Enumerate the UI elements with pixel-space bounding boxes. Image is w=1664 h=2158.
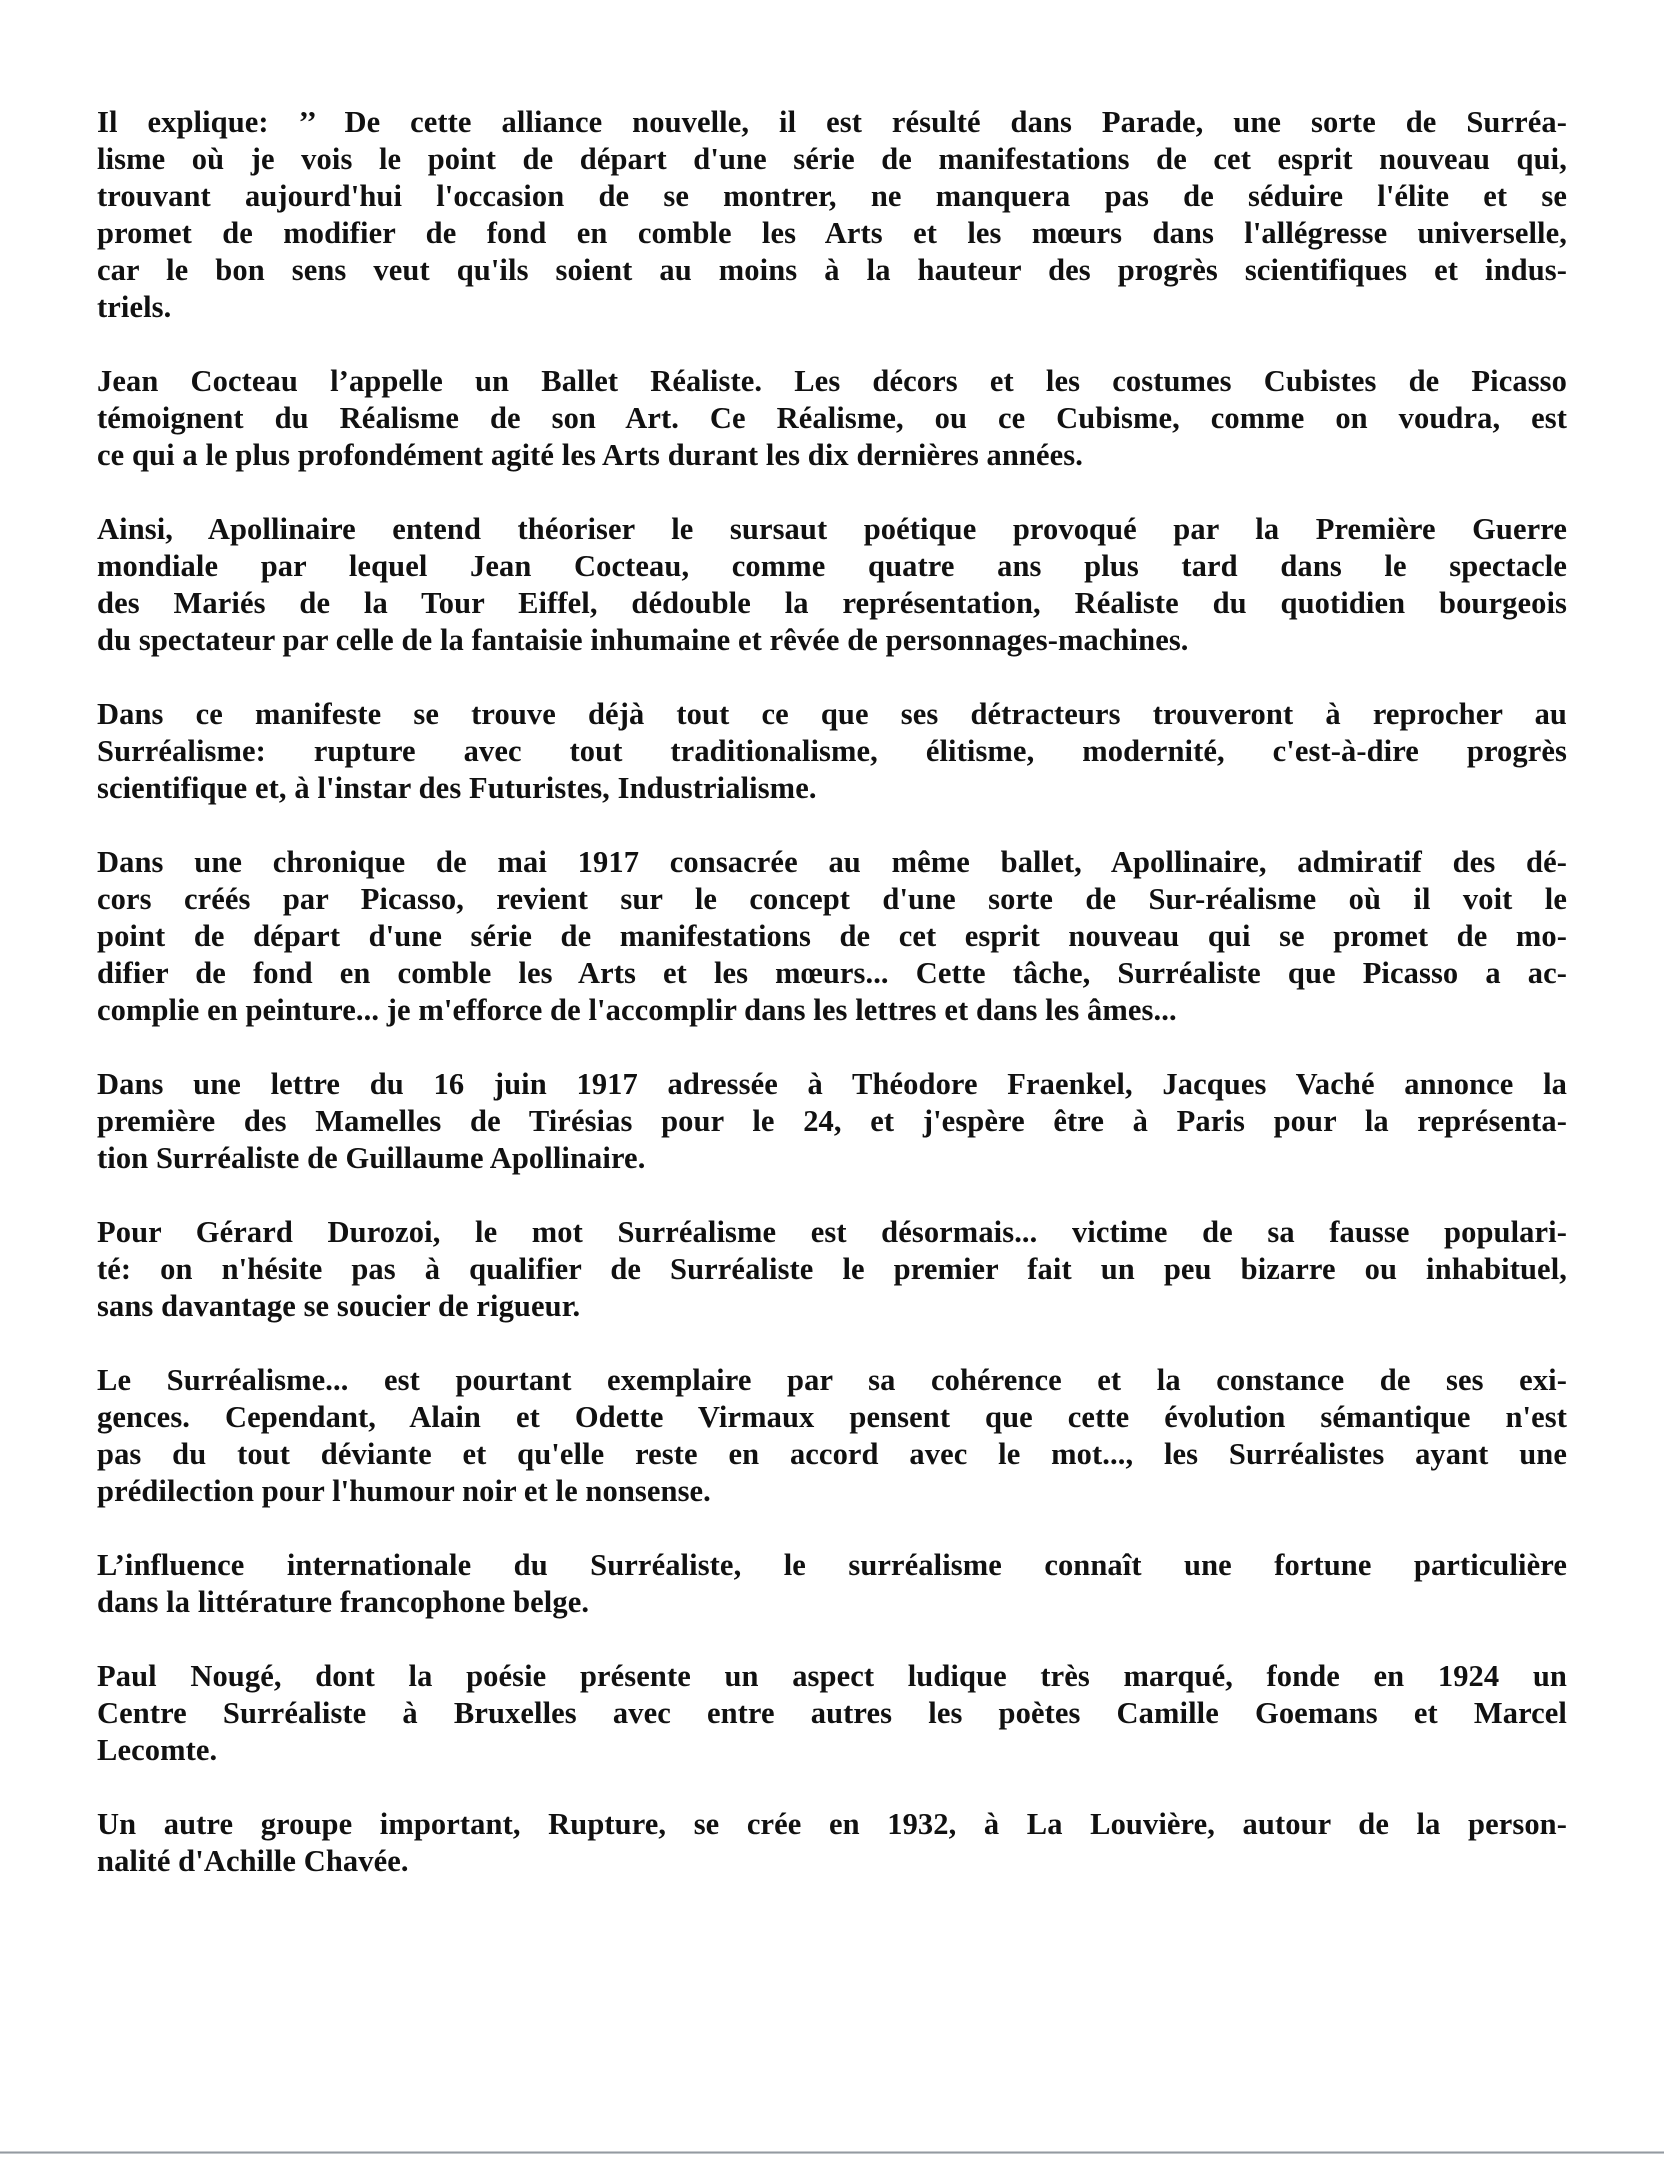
text-line: lisme où je vois le point de départ d'une série de manifestations de cet esprit nouveau qui, [97, 142, 1567, 176]
text-line: ce qui a le plus profondément agité les Arts durant les dix dernières années. [97, 438, 1083, 472]
text-line: Ainsi, Apollinaire entend théoriser le sursaut poétique provoqué par la Première Guerre [97, 512, 1567, 546]
text-line: triels. [97, 290, 172, 324]
paragraph-durozoi [97, 1214, 1567, 1325]
text-line: complie en peinture... je m'efforce de l'accomplir dans les lettres et dans les âmes... [97, 993, 1177, 1027]
text-line: pas du tout déviante et qu'elle reste en accord avec le mot..., les Surréalistes ayant une [97, 1437, 1567, 1471]
text-line: dans la littérature francophone belge. [97, 1585, 590, 1619]
text-line: Paul Nougé, dont la poésie présente un aspect ludique très marqué, fonde en 1924 un [97, 1659, 1567, 1693]
text-line: tion Surréaliste de Guillaume Apollinaire. [97, 1141, 646, 1175]
text-line: promet de modifier de fond en comble les Arts et les mœurs dans l'allégresse universelle, [97, 216, 1567, 250]
text-line: Le Surréalisme... est pourtant exemplaire par sa cohérence et la constance de ses exi- [97, 1363, 1567, 1397]
document-page [97, 104, 1567, 1917]
text-line: point de départ d'une série de manifestations de cet esprit nouveau qui se promet de mo- [97, 919, 1567, 953]
text-line: Centre Surréaliste à Bruxelles avec entre autres les poètes Camille Goemans et Marcel [97, 1696, 1567, 1730]
text-line: Dans une chronique de mai 1917 consacrée au même ballet, Apollinaire, admiratif des dé- [97, 845, 1567, 879]
paragraph-influence-belge [97, 1547, 1567, 1621]
text-line: trouvant aujourd'hui l'occasion de se montrer, ne manquera pas de séduire l'élite et se [97, 179, 1567, 213]
text-line: Il explique: ’’ De cette alliance nouvelle, il est résulté dans Parade, une sorte de Surréa- [97, 105, 1567, 139]
text-line: car le bon sens veut qu'ils soient au moins à la hauteur des progrès scientifiques et indus- [97, 253, 1567, 287]
text-line: té: on n'hésite pas à qualifier de Surréaliste le premier fait un peu bizarre ou inhabituel, [97, 1252, 1567, 1286]
paragraph-nouge [97, 1658, 1567, 1769]
text-line: gences. Cependant, Alain et Odette Virmaux pensent que cette évolution sémantique n'est [97, 1400, 1567, 1434]
paragraph-lettre-vache [97, 1066, 1567, 1177]
paragraph-explique [97, 104, 1567, 326]
paragraph-cocteau-ballet [97, 363, 1567, 474]
text-line: témoignent du Réalisme de son Art. Ce Réalisme, ou ce Cubisme, comme on voudra, est [97, 401, 1567, 435]
text-line: nalité d'Achille Chavée. [97, 1844, 409, 1878]
text-line: prédilection pour l'humour noir et le nonsense. [97, 1474, 711, 1508]
text-line: scientifique et, à l'instar des Futuristes, Industrialisme. [97, 771, 817, 805]
text-line: Dans une lettre du 16 juin 1917 adressée à Théodore Fraenkel, Jacques Vaché annonce la [97, 1067, 1567, 1101]
text-line: cors créés par Picasso, revient sur le concept d'une sorte de Sur-réalisme où il voit le [97, 882, 1567, 916]
text-line: Lecomte. [97, 1733, 218, 1767]
text-line: Dans ce manifeste se trouve déjà tout ce que ses détracteurs trouveront à reprocher au [97, 697, 1567, 731]
text-line: Un autre groupe important, Rupture, se crée en 1932, à La Louvière, autour de la person- [97, 1807, 1567, 1841]
paragraph-chronique-1917 [97, 844, 1567, 1029]
text-line: Surréalisme: rupture avec tout traditionalisme, élitisme, modernité, c'est-à-dire progrès [97, 734, 1567, 768]
text-line: Pour Gérard Durozoi, le mot Surréalisme est désormais... victime de sa fausse populari- [97, 1215, 1567, 1249]
paragraph-apollinaire-theorie [97, 511, 1567, 659]
scan-edge-line [0, 2151, 1664, 2154]
paragraph-manifeste [97, 696, 1567, 807]
text-line: L’influence internationale du Surréaliste, le surréalisme connaît une fortune particulière [97, 1548, 1567, 1582]
text-line: du spectateur par celle de la fantaisie inhumaine et rêvée de personnages-machines. [97, 623, 1189, 657]
text-line: sans davantage se soucier de rigueur. [97, 1289, 581, 1323]
text-line: Jean Cocteau l’appelle un Ballet Réaliste. Les décors et les costumes Cubistes de Picasso [97, 364, 1567, 398]
paragraph-virmaux [97, 1362, 1567, 1510]
text-line: première des Mamelles de Tirésias pour le 24, et j'espère être à Paris pour la représenta- [97, 1104, 1567, 1138]
paragraph-rupture [97, 1806, 1567, 1880]
text-line: difier de fond en comble les Arts et les mœurs... Cette tâche, Surréaliste que Picasso a ac- [97, 956, 1567, 990]
text-line: mondiale par lequel Jean Cocteau, comme quatre ans plus tard dans le spectacle [97, 549, 1567, 583]
text-line: des Mariés de la Tour Eiffel, dédouble la représentation, Réaliste du quotidien bourgeois [97, 586, 1567, 620]
